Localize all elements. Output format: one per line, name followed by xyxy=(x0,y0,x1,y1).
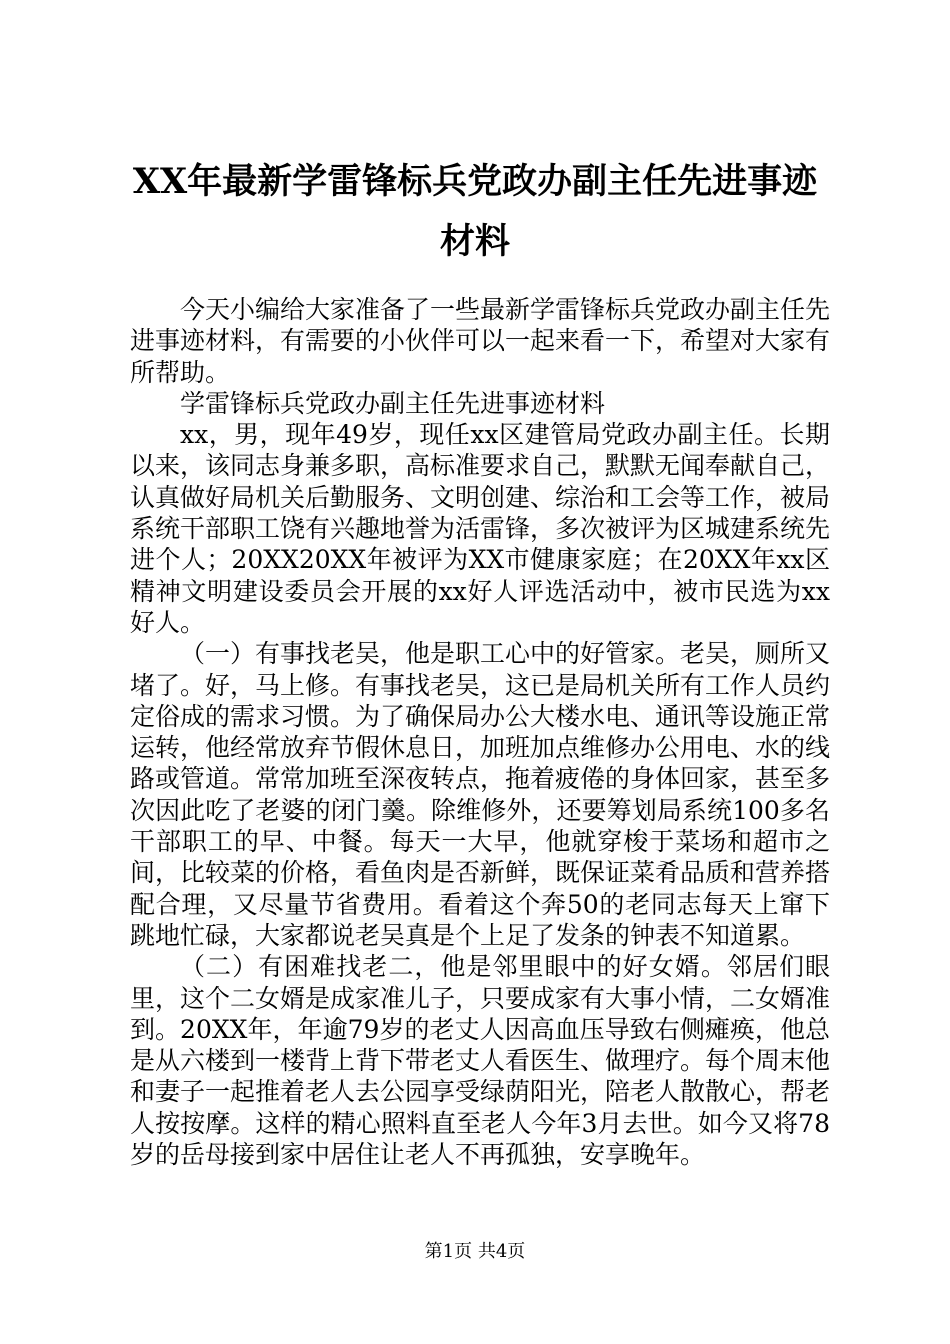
section-two-paragraph: （二）有困难找老二，他是邻里眼中的好女婿。邻居们眼里，这个二女婿是成家准儿子，只要成家有大事小情，二女婿准到。20XX年，年逾79岁的老丈人因高血压导致右侧瘫痪，他总是从六楼到一楼背上背下带老丈人看医生、做理疗。每个周末他和妻子一起推着老人去公园享受绿荫阳光，陪老人散散心，帮老人按按摩。这样的精心照料直至老人今年3月去世。如今又将78岁的岳母接到家中居住让老人不再孤独，安享晚年。 xyxy=(130,952,831,1170)
section-one-paragraph: （一）有事找老吴，他是职工心中的好管家。老吴，厕所又堵了。好，马上修。有事找老吴，这已是局机关所有工作人员约定俗成的需求习惯。为了确保局办公大楼水电、通讯等设施正常运转，他经常放弃节假休息日，加班加点维修办公用电、水的线路或管道。常常加班至深夜转点，拖着疲倦的身体回家，甚至多次因此吃了老婆的闭门羹。除维修外，还要筹划局系统100多名干部职工的早、中餐。每天一大早，他就穿梭于菜场和超市之间，比较菜的价格，看鱼肉是否新鲜，既保证菜肴品质和营养搭配合理，又尽量节省费用。看着这个奔50的老同志每天上窜下跳地忙碌，大家都说老吴真是个上足了发条的钟表不知道累。 xyxy=(130,639,831,950)
document-body xyxy=(130,294,830,1170)
profile-paragraph: xx，男，现年49岁，现任xx区建管局党政办副主任。长期以来，该同志身兼多职，高标准要求自己，默默无闻奉献自己，认真做好局机关后勤服务、文明创建、综治和工会等工作，被局系统干部职工饶有兴趣地誉为活雷锋，多次被评为区城建系统先进个人；20XX20XX年被评为XX市健康家庭；在20XX年xx区精神文明建设委员会开展的xx好人评选活动中，被市民选为xx好人。 xyxy=(130,420,831,637)
intro-paragraph: 今天小编给大家准备了一些最新学雷锋标兵党政办副主任先进事迹材料，有需要的小伙伴可以一起来看一下，希望对大家有所帮助。 xyxy=(130,295,831,387)
document-title-line-1: XX年最新学雷锋标兵党政办副主任先进事迹 xyxy=(132,161,818,202)
document-title-line-2: 材料 xyxy=(439,221,510,262)
page-number-footer: 第1页 共4页 xyxy=(424,1241,526,1262)
section-heading: 学雷锋标兵党政办副主任先进事迹材料 xyxy=(180,388,606,418)
